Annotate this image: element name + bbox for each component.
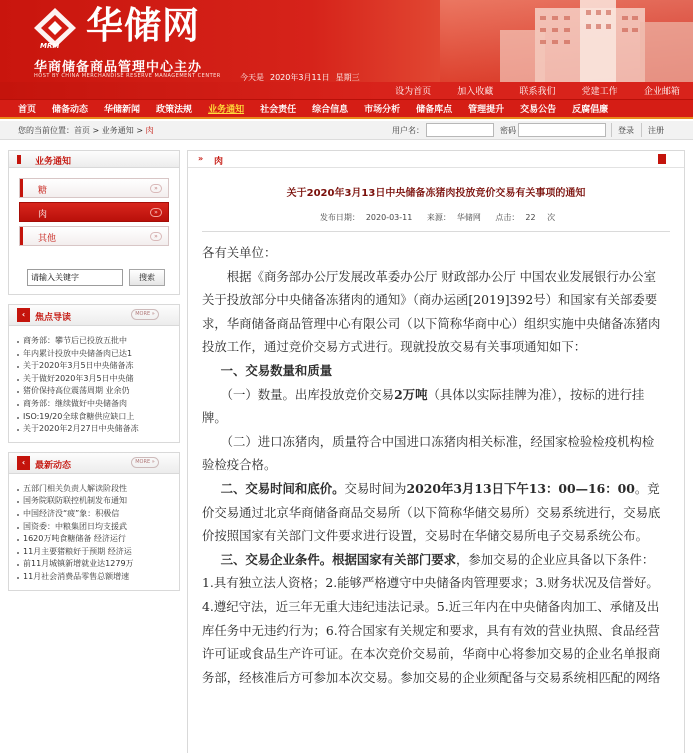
article-paragraph: 根据《商务部办公厅发展改革委办公厅 财政部办公厅 中国农业发展银行办公室关于投放部分中央储备冻猪肉的通知》（商办运函[2019]392号）和国家有关部委要求，华商储备商品管理中心有限公司（以下简称华商中心）组织实施中央储备冻猪肉投放工作，通过竞价交易方式进行。现就投放交易有关事项通知如下： bbox=[202, 268, 661, 355]
list-item[interactable]: 关于2020年2月27日中央储备冻 bbox=[17, 423, 173, 436]
search-button[interactable]: 搜索 bbox=[129, 269, 165, 286]
list-item[interactable]: 关于2020年3月5日中央储备冻 bbox=[17, 360, 173, 373]
top-links bbox=[382, 82, 693, 99]
focus-list bbox=[9, 326, 179, 442]
click-count: 22 bbox=[525, 213, 536, 222]
category-marker bbox=[20, 227, 23, 245]
login-button[interactable]: 登录 bbox=[618, 126, 634, 135]
list-item[interactable]: 商务部：继续做好中央储备肉 bbox=[17, 398, 173, 411]
focus-more-link[interactable]: MORE » bbox=[131, 309, 159, 320]
sidebar-title bbox=[9, 151, 179, 168]
divider bbox=[611, 123, 612, 137]
left-sidebar bbox=[8, 150, 180, 591]
list-item[interactable]: 中国经济没“疲”象：积极信 bbox=[17, 508, 173, 521]
top-link-contact[interactable]: 联系我们 bbox=[519, 87, 556, 97]
chevron-left-icon: ‹ bbox=[17, 308, 30, 322]
category-label: 糖 bbox=[38, 186, 48, 196]
list-item[interactable]: 猪价保持高位震荡周期 业余仍 bbox=[17, 385, 173, 398]
news-box bbox=[8, 452, 180, 591]
double-chevron-icon: » bbox=[198, 154, 204, 163]
date-prefix: 今天是 bbox=[240, 73, 264, 82]
list-item[interactable]: 关于做好2020年3月5日中央储 bbox=[17, 373, 173, 386]
nav-item-reserve-news[interactable]: 储备动态 bbox=[52, 105, 89, 115]
news-more-link[interactable]: MORE » bbox=[131, 457, 159, 468]
nav-item-home[interactable]: 首页 bbox=[18, 105, 37, 115]
nav-item-social[interactable]: 社会责任 bbox=[260, 105, 297, 115]
current-date: 2020年3月11日 bbox=[270, 73, 330, 82]
breadcrumb-bar bbox=[0, 121, 693, 140]
nav-item-policy[interactable]: 政策法规 bbox=[156, 105, 193, 115]
chevron-right-icon: » bbox=[150, 232, 162, 241]
chevron-right-icon: » bbox=[150, 208, 162, 217]
chevron-right-icon: » bbox=[150, 184, 162, 193]
news-title: 最新动态 bbox=[35, 460, 72, 471]
list-item[interactable]: 11月社会消费品零售总额增速 bbox=[17, 571, 173, 584]
list-item[interactable]: 商务部：攀节后已投放五批中 bbox=[17, 335, 173, 348]
article-panel bbox=[187, 150, 685, 753]
nav-item-anticorruption[interactable]: 反腐倡廉 bbox=[572, 105, 609, 115]
list-item[interactable]: 年内累计投放中央储备肉已达1 bbox=[17, 348, 173, 361]
building-illustration bbox=[440, 0, 693, 82]
list-item[interactable]: ISO:19/20全球食糖供应缺口上 bbox=[17, 411, 173, 424]
article-paragraph: 二、交易时间和底价。交易时间为2020年3月13日下午13：00—16：00。竞价交易通过北京华商储备商品交易所（以下简称华储交易所）交易系统进行，交易底价按照国家有关部门文件要求进行设置，交易时在华储交易所电子交易系统公布。 bbox=[202, 480, 661, 544]
category-item-other[interactable] bbox=[19, 226, 169, 246]
sidebar-title-text: 业务通知 bbox=[35, 157, 72, 167]
list-item[interactable]: 国资委：中粮集团日均支援武 bbox=[17, 521, 173, 534]
source-label: 来源： bbox=[426, 213, 451, 222]
publish-date: 2020-03-11 bbox=[365, 213, 413, 222]
category-item-sugar[interactable] bbox=[19, 178, 169, 198]
breadcrumb-home[interactable]: 首页 bbox=[74, 126, 90, 135]
clicks-label: 点击： bbox=[495, 213, 520, 222]
category-box bbox=[8, 150, 180, 295]
category-label: 肉 bbox=[38, 210, 48, 220]
site-subtitle-en: HOST BY CHINA MERCHANDISE RESERVE MANAGEMENT CENTER bbox=[34, 73, 221, 79]
article-source: 华储网 bbox=[456, 213, 481, 222]
news-header bbox=[9, 453, 179, 474]
logo-mark-text: MRM bbox=[40, 42, 60, 50]
site-header bbox=[0, 0, 693, 82]
main-nav bbox=[0, 99, 693, 119]
divider bbox=[641, 123, 642, 137]
top-link-party[interactable]: 党建工作 bbox=[581, 87, 618, 97]
username-input[interactable] bbox=[426, 123, 494, 137]
breadcrumb bbox=[18, 125, 154, 136]
password-input[interactable] bbox=[518, 123, 606, 137]
article-paragraph: （二）进口冻猪肉，质量符合中国进口冻猪肉相关标准，经国家检验检疫机构检验检疫合格。 bbox=[202, 433, 655, 473]
breadcrumb-separator: > bbox=[92, 126, 100, 135]
article-title: 关于2020年3月13日中央储备冻猪肉投放竞价交易有关事项的通知 bbox=[286, 188, 586, 199]
article-meta bbox=[188, 212, 684, 223]
top-link-mail[interactable]: 企业邮箱 bbox=[643, 87, 680, 97]
nav-item-depots[interactable]: 储备库点 bbox=[416, 105, 453, 115]
breadcrumb-current: 肉 bbox=[145, 126, 154, 135]
breadcrumb-prefix: 您的当前位置： bbox=[18, 126, 74, 135]
breadcrumb-separator: > bbox=[136, 126, 144, 135]
current-weekday: 星期三 bbox=[335, 73, 360, 82]
focus-header bbox=[9, 305, 179, 326]
list-item[interactable]: 前11月城镇新增就业达1279万 bbox=[17, 558, 173, 571]
clicks-unit: 次 bbox=[547, 213, 556, 222]
date-label: 发布日期： bbox=[319, 213, 360, 222]
article-body bbox=[188, 232, 684, 689]
list-item[interactable]: 国务院联防联控机制发布通知 bbox=[17, 495, 173, 508]
focus-box bbox=[8, 304, 180, 443]
article-section-label: 肉 bbox=[214, 157, 224, 167]
top-link-favorite[interactable]: 加入收藏 bbox=[457, 87, 494, 97]
section-heading: 一、交易数量和质量 bbox=[220, 362, 333, 378]
breadcrumb-section[interactable]: 业务通知 bbox=[101, 126, 134, 135]
site-logo-title[interactable]: 华储网 bbox=[86, 4, 200, 47]
nav-item-huachu-news[interactable]: 华储新闻 bbox=[104, 105, 141, 115]
password-label: 密码 bbox=[500, 126, 516, 135]
chevron-left-icon: ‹ bbox=[17, 456, 30, 470]
article-paragraph: 三、交易企业条件。根据国家有关部门要求，参加交易的企业应具备以下条件：1.具有独立法人资格；2.能够严格遵守中央储备肉管理要求；3.财务状况及信誉好。4.遵纪守法，近三年无重大违纪违法记录。5.近三年内在中央储备肉加工、承储及出库任务中无违约行为；6.符合国家有关规定和要求，具有有效的营业执照、食品经营许可证或食品生产许可证。在本次竞价交易前，华商中心将参加交易的企业名单报商务部，经核准后方可参加本次交易。参加交易的企业须配备与交易系统相匹配的网络 bbox=[202, 551, 661, 685]
title-marker-icon bbox=[17, 155, 21, 164]
category-list bbox=[9, 168, 179, 256]
top-link-homepage[interactable]: 设为首页 bbox=[395, 87, 432, 97]
register-button[interactable]: 注册 bbox=[648, 126, 664, 135]
sidebar-search bbox=[9, 256, 179, 294]
category-marker bbox=[20, 179, 23, 197]
nav-item-trade-notice[interactable]: 交易公告 bbox=[520, 105, 557, 115]
focus-title: 焦点导读 bbox=[35, 313, 72, 323]
nav-item-general-info[interactable]: 综合信息 bbox=[312, 105, 349, 115]
date-line bbox=[240, 72, 366, 82]
list-item[interactable]: 1620万吨食糖储备 经济运行 bbox=[17, 533, 173, 546]
category-label: 其他 bbox=[38, 234, 57, 244]
category-item-meat[interactable] bbox=[19, 202, 169, 222]
username-label: 用户名： bbox=[392, 126, 424, 135]
article-paragraph: （一）数量。出库投放竞价交易2万吨（具体以实际挂牌为准），按标的进行挂牌。 bbox=[202, 386, 645, 426]
article-salutation: 各有关单位： bbox=[202, 245, 277, 260]
list-item[interactable]: 五部门相关负责人解读阶段性 bbox=[17, 483, 173, 496]
corner-marker bbox=[658, 154, 666, 164]
article-section-header bbox=[188, 151, 684, 168]
nav-item-business-notice[interactable]: 业务通知 bbox=[208, 105, 245, 115]
nav-item-market[interactable]: 市场分析 bbox=[364, 105, 401, 115]
search-input[interactable] bbox=[27, 269, 123, 286]
news-list bbox=[9, 474, 179, 590]
nav-item-management[interactable]: 管理提升 bbox=[468, 105, 505, 115]
header-strip bbox=[0, 82, 382, 99]
site-subtitle: 华商储备商品管理中心主办 bbox=[34, 60, 203, 75]
list-item[interactable]: 11月主要猪粮好于预期 经济运 bbox=[17, 546, 173, 559]
